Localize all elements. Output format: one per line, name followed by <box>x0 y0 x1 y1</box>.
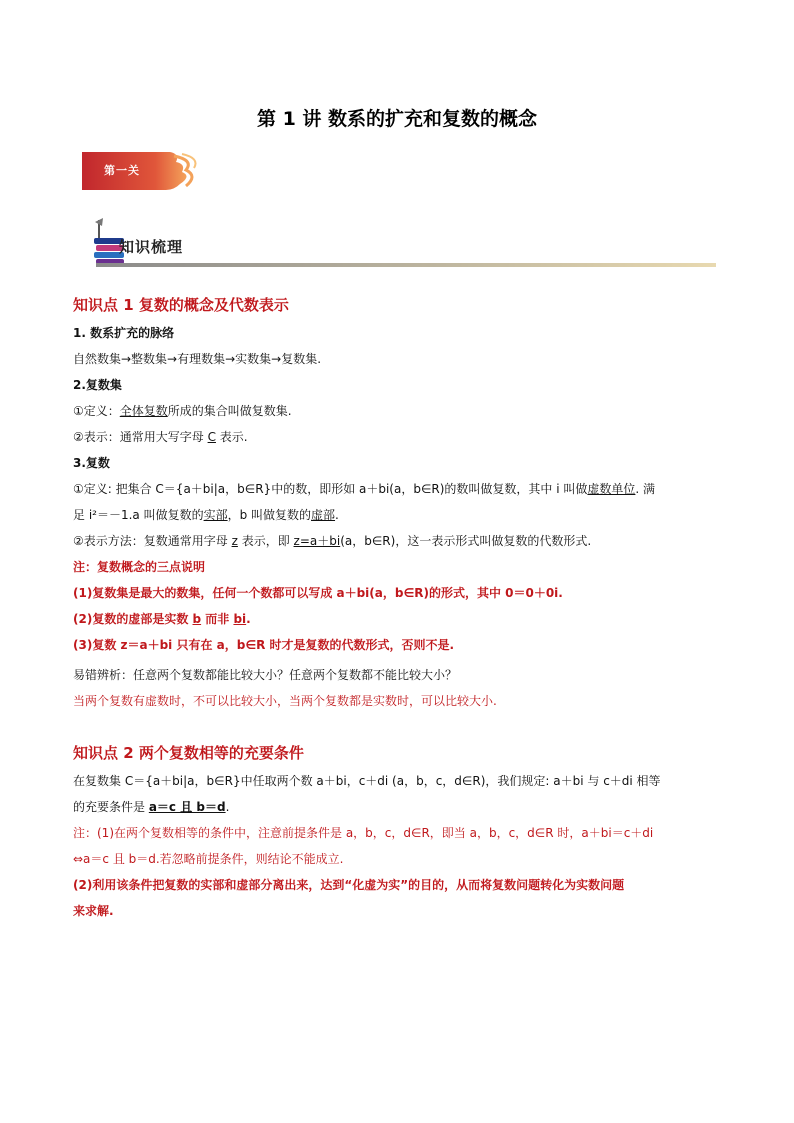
text-fragment: 所成的集合叫做复数集. <box>167 404 292 418</box>
section-divider <box>96 263 716 267</box>
text-fragment: 表示. <box>215 430 248 444</box>
s2-title: 2.复数集 <box>73 378 122 392</box>
note-1: (1)复数集是最大的数集，任何一个数都可以写成 a＋bi(a，b∈R)的形式，其中 0＝0＋0i. <box>73 586 563 600</box>
s3-title: 3.复数 <box>73 456 110 470</box>
note-title: 注：复数概念的三点说明 <box>73 560 206 574</box>
underlined-term: z=a＋bi <box>293 534 341 548</box>
knowledge-section-title: 知识梳理 <box>119 238 184 256</box>
underlined-term: b <box>192 612 202 626</box>
kp2-note1-line1: 注：(1)在两个复数相等的条件中，注意前提条件是 a，b，c，d∈R，即当 a，b，c，d∈R 时，a＋bi＝c＋di <box>73 826 654 840</box>
kp1-heading: 知识点 1 复数的概念及代数表示 <box>73 296 289 314</box>
s2-representation <box>73 424 741 450</box>
underlined-term: 实部 <box>203 508 228 522</box>
text-fragment: (a，b∈R)，这一表示形式叫做复数的代数形式. <box>340 534 592 548</box>
spacer <box>73 714 741 738</box>
note-3: (3)复数 z＝a＋bi 只有在 a，b∈R 时才是复数的代数形式，否则不是. <box>73 638 455 652</box>
text-fragment: 而非 <box>201 612 234 626</box>
text-fragment: ①定义： <box>73 404 120 418</box>
text-fragment: 的充要条件是 <box>73 800 149 814</box>
text-fragment: 表示，即 <box>237 534 294 548</box>
underlined-term: z <box>231 534 238 548</box>
text-fragment: ②表示方法：复数通常用字母 <box>73 534 232 548</box>
s1-title: 1. 数系扩充的脉络 <box>73 326 175 340</box>
note-2 <box>73 606 741 632</box>
kp2-line2 <box>73 794 741 820</box>
underlined-term: 全体复数 <box>119 404 168 418</box>
content-body <box>73 290 741 924</box>
text-fragment: (2)复数的虚部是实数 <box>73 612 193 626</box>
level-banner <box>82 150 202 192</box>
underlined-term: a＝c 且 b＝d <box>148 800 226 814</box>
level-banner-label: 第一关 <box>104 164 140 177</box>
s3-representation <box>73 528 741 554</box>
page-title: 第 1 讲 数系的扩充和复数的概念 <box>256 108 538 130</box>
s1-text: 自然数集→整数集→有理数集→实数集→复数集. <box>73 352 322 366</box>
kp2-line1: 在复数集 C＝{a＋bi|a，b∈R}中任取两个数 a＋bi，c＋di (a，b，c，d∈R)，我们规定: a＋bi 与 c＋di 相等 <box>73 774 661 788</box>
text-fragment: . <box>246 612 251 626</box>
error-answer: 当两个复数有虚数时，不可以比较大小，当两个复数都是实数时，可以比较大小. <box>73 694 497 708</box>
kp2-heading: 知识点 2 两个复数相等的充要条件 <box>73 744 304 762</box>
underlined-term: C <box>207 430 216 444</box>
error-question: 易错辨析：任意两个复数都能比较大小？任意两个复数都不能比较大小？ <box>73 668 458 682</box>
text-fragment: ②表示：通常用大写字母 <box>73 430 208 444</box>
underlined-term: 虚数单位 <box>587 482 636 496</box>
kp2-note1-line2: ⇔a＝c 且 b＝d.若忽略前提条件，则结论不能成立. <box>73 852 344 866</box>
text-fragment: ，b 叫做复数的 <box>227 508 312 522</box>
kp2-note2-line2: 来求解. <box>73 904 114 918</box>
s2-definition <box>73 398 741 424</box>
underlined-term: 虚部 <box>311 508 336 522</box>
text-fragment: . <box>335 508 339 522</box>
text-fragment: 足 i²＝－1.a 叫做复数的 <box>73 508 204 522</box>
kp2-note2-line1: (2)利用该条件把复数的实部和虚部分离出来，达到“化虚为实”的目的，从而将复数问题转化为实数问题 <box>73 878 625 892</box>
text-fragment: . 满 <box>635 482 656 496</box>
text-fragment: ①定义: 把集合 C＝{a＋bi|a，b∈R}中的数，即形如 a＋bi(a，b∈R)的数叫做复数，其中 i 叫做 <box>73 482 588 496</box>
text-fragment: . <box>225 800 230 814</box>
s3-definition-line2 <box>73 502 741 528</box>
underlined-term: bi <box>233 612 247 626</box>
s3-definition-line1 <box>73 476 741 502</box>
